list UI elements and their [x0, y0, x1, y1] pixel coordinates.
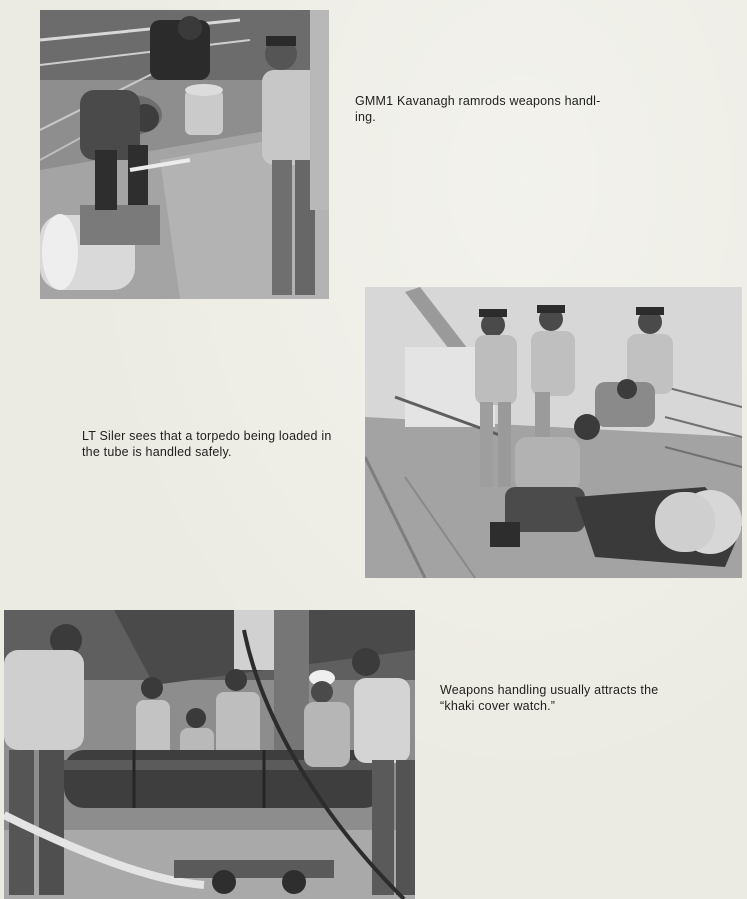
- caption-photo3-line2: “khaki cover watch.”: [440, 699, 556, 713]
- photo-kavanagh-ramrods: [40, 10, 329, 299]
- bleed-through-text: [330, 0, 630, 80]
- caption-photo2: [82, 428, 347, 460]
- caption-photo1-line1: GMM1 Kavanagh ramrods weapons handl-: [355, 94, 601, 108]
- photo-khaki-cover-watch: [4, 610, 415, 899]
- caption-photo2-line2: the tube is handled safely.: [82, 445, 232, 459]
- photo-torpedo-loading: [365, 287, 742, 578]
- caption-photo3: [440, 682, 702, 714]
- caption-photo1: [355, 93, 620, 125]
- caption-photo3-line1: Weapons handling usually attracts the: [440, 683, 659, 697]
- caption-photo2-line1: LT Siler sees that a torpedo being loaded in: [82, 429, 332, 443]
- caption-photo1-line2: ing.: [355, 110, 376, 124]
